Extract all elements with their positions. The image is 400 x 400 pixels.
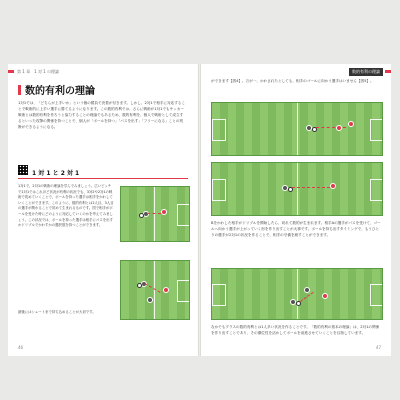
- pitch-diagram-4: [211, 162, 383, 216]
- attacker-marker: [147, 297, 153, 303]
- middle-paragraph: Bをかわした相手がドリブルを開始したら、切れて数的が生まれます。相手Aの選手がパスを受けて、ゴールへ向かう選手が上がっていく形を作り出すことが大事です。ボールを持ち出すタイミングで、もうひとりの選手が2対1の状況を作ることで、相手の守備を崩すことができます。: [211, 221, 381, 237]
- chapter-bar: [8, 70, 14, 73]
- defender-marker: [161, 209, 167, 215]
- left-page: [8, 64, 198, 356]
- chapter-bar: [385, 70, 391, 73]
- intro-paragraph: 1対1では、「どちらが上手いか」という個の勝負で決着が付きます。しかし、2対1で相手に対応することで戦術的に上手い選手に勝てるようになります。この数的有利では、さらに戦術が1対1でもサッカー戦術とは数的有利を作ろうと協力することの理論でもあるため、数的有利を、個人で戦術として成立するといった攻撃の関係を持つことで、個人が「ボールを持つ」「パスを出す」「フリーになる」ことの判断ができるようになる。: [18, 101, 185, 129]
- penalty-box: [370, 119, 383, 141]
- halfway-line: [297, 103, 298, 155]
- right-page: [201, 64, 391, 356]
- body-paragraph: 1対1で、2対1の戦術の理論を学んでみましょう。広いピッチで1対1ではこれほど状況が有利の状況でも、3対2や2対1の戦術で攻めていくことで、ボールを持った選手は相手をかわしていくことができます。このように、数的有利とは2人目、3人目の選手が関わることで初めて生まれるものです。図で相手がボールを受けた時にどのように対応していくのかを考えてみましょう。この状況では、ボールを持った選手は相手にパスを出すかドリブルでかわすかの選択肢を持つことができます。: [18, 184, 114, 228]
- pitch-diagram-1: [120, 186, 190, 242]
- pass-arrow: [300, 292, 314, 302]
- pitch-diagram-3: [211, 102, 383, 156]
- defender-marker: [163, 287, 169, 293]
- pass-arrow: [145, 283, 161, 293]
- defender-marker: [336, 125, 342, 131]
- section-title: 1 対 1 と 2 対 1: [32, 170, 80, 177]
- top-paragraph: ができます【図4】。万が一、かわされたとしても、相手のゴールに向かう選手はいません【図5】。: [211, 79, 374, 83]
- page-number: 47: [375, 345, 381, 350]
- pitch-diagram-5: [211, 268, 383, 320]
- section-divider: [18, 178, 188, 179]
- defender-marker: [322, 293, 328, 299]
- qr-code-icon[interactable]: [18, 165, 28, 175]
- penalty-box: [212, 284, 226, 306]
- penalty-box: [370, 284, 383, 306]
- running-head: 第 1 章 1 対 1 の理論: [17, 69, 59, 74]
- halfway-line: [154, 187, 155, 241]
- penalty-box: [177, 204, 190, 226]
- ball-marker: [139, 213, 144, 218]
- pass-arrow: [316, 127, 346, 128]
- ball-marker: [137, 283, 142, 288]
- penalty-box: [212, 179, 226, 201]
- caption-paragraph: 最後にはシュートまで持ち込めることが大切です。: [18, 310, 96, 314]
- page-title-row: [18, 82, 95, 97]
- penalty-box: [177, 280, 190, 302]
- penalty-box: [370, 179, 383, 201]
- halfway-line: [297, 269, 298, 319]
- penalty-box: [212, 119, 226, 141]
- title-marker: [18, 85, 21, 95]
- bottom-paragraph: なかでもプラスの数的有利とは1人多い状況を作ることです。「数的有利の基本の理論」は、2対1の関係を作り出すことであり、その優位性を活かしてボールを前進させていくことを目指しています。: [211, 325, 380, 335]
- attacker-marker: [304, 287, 310, 293]
- page-title: 数的有利の理論: [25, 86, 95, 97]
- halfway-line: [297, 163, 298, 215]
- pass-arrow: [147, 213, 161, 214]
- page-number: 46: [18, 345, 24, 350]
- defender-marker: [330, 183, 336, 189]
- defender-marker: [348, 121, 354, 127]
- dribble-arrow: [292, 187, 330, 188]
- running-head-tag: 数的有利の理論: [349, 68, 383, 76]
